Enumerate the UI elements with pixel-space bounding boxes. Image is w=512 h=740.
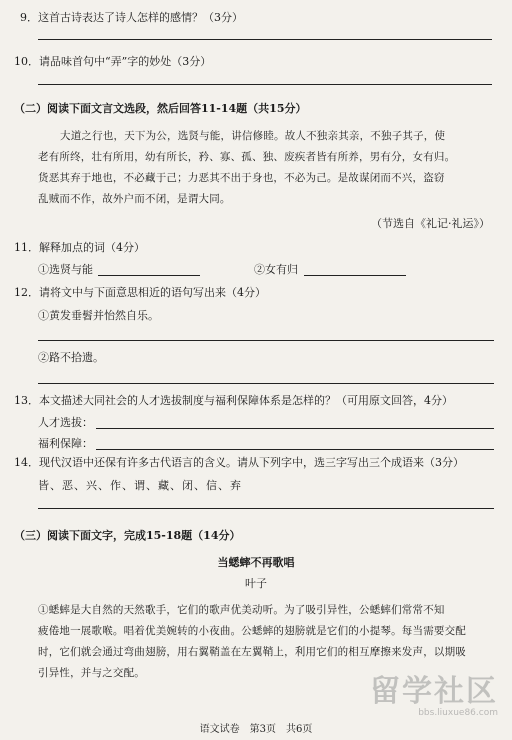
answer-line-q12a bbox=[38, 340, 494, 341]
question-13: 13．本文描述大同社会的人才选拔制度与福利保障体系是怎样的？（可用原文回答，4分） bbox=[14, 394, 453, 407]
article-body bbox=[38, 600, 494, 684]
answer-line-q9 bbox=[38, 39, 492, 40]
passage-line: 货恶其弃于地也，不必藏于己；力恶其不出于身也，不必为己。是故谋闭而不兴，盗窃 bbox=[38, 172, 445, 184]
question-14: 14．现代汉语中还保有许多古代语言的含义。请从下列字中，选三字写出三个成语来（3分） bbox=[14, 456, 464, 469]
article-title: 当蟋蟀不再歌唱 bbox=[217, 556, 295, 569]
question-12: 12．请将文中与下面意思相近的语句写出来（4分） bbox=[14, 286, 266, 299]
question-10: 10．请品味首句中“弄”字的妙处（3分） bbox=[14, 55, 212, 68]
answer-line-q11a bbox=[98, 275, 200, 276]
q13-item-a: 人才选拔： bbox=[38, 416, 93, 429]
classical-passage bbox=[38, 126, 494, 210]
q13-item-b: 福利保障： bbox=[38, 437, 93, 450]
q14-characters: 皆、恶、兴、作、谓、藏、闭、信、弃 bbox=[38, 479, 242, 492]
question-9: 9．这首古诗表达了诗人怎样的感情？（3分） bbox=[20, 11, 243, 24]
question-11: 11．解释加点的词（4分） bbox=[14, 241, 145, 254]
answer-line-q13b bbox=[96, 449, 494, 450]
q12-item-b: ②路不拾遗。 bbox=[38, 351, 104, 364]
passage-line: 老有所终，壮有所用，幼有所长，矜、寡、孤、独、废疾者皆有所养，男有分，女有归。 bbox=[38, 151, 456, 163]
q11-item-a: ①选贤与能 bbox=[38, 263, 93, 276]
passage-line: 大道之行也，天下为公，选贤与能，讲信修睦。故人不独亲其亲，不独子其子，使 bbox=[60, 130, 446, 142]
passage-source: （节选自《礼记·礼运》） bbox=[371, 217, 490, 230]
answer-line-q10 bbox=[38, 84, 492, 85]
passage-line: 乱贼而不作，故外户而不闭，是谓大同。 bbox=[38, 193, 231, 205]
answer-line-q12b bbox=[38, 383, 494, 384]
answer-line-q14 bbox=[38, 508, 494, 509]
section-2-title: （二）阅读下面文言文选段，然后回答11-14题（共15分） bbox=[14, 102, 307, 115]
watermark-logo bbox=[370, 676, 498, 718]
article-line: 时，它们就会通过弯曲翅膀，用右翼鞘盖在左翼鞘上，利用它们的相互摩擦来发声，以期吸 bbox=[38, 646, 466, 658]
article-line: ①蟋蟀是大自然的天然歌手，它们的歌声优美动听。为了吸引异性，公蟋蟀们常常不知 bbox=[38, 604, 445, 616]
watermark-text: 留学社区 bbox=[370, 674, 498, 709]
article-line: 引异性，并与之交配。 bbox=[38, 667, 145, 679]
section-3-title: （三）阅读下面文字，完成15-18题（14分） bbox=[14, 529, 241, 542]
watermark-url: bbs.liuxue86.com bbox=[418, 708, 498, 718]
q12-item-a: ①黄发垂髫并怡然自乐。 bbox=[38, 309, 159, 322]
answer-line-q11b bbox=[304, 275, 406, 276]
article-author: 叶子 bbox=[245, 577, 267, 590]
article-line: 疲倦地一展歌喉。唱着优美婉转的小夜曲。公蟋蟀的翅膀就是它们的小提琴。每当需要交配 bbox=[38, 625, 466, 637]
q11-item-b: ②女有归 bbox=[254, 263, 298, 276]
page-footer: 语文试卷 第3页 共6页 bbox=[199, 724, 313, 735]
answer-line-q13a bbox=[96, 428, 494, 429]
